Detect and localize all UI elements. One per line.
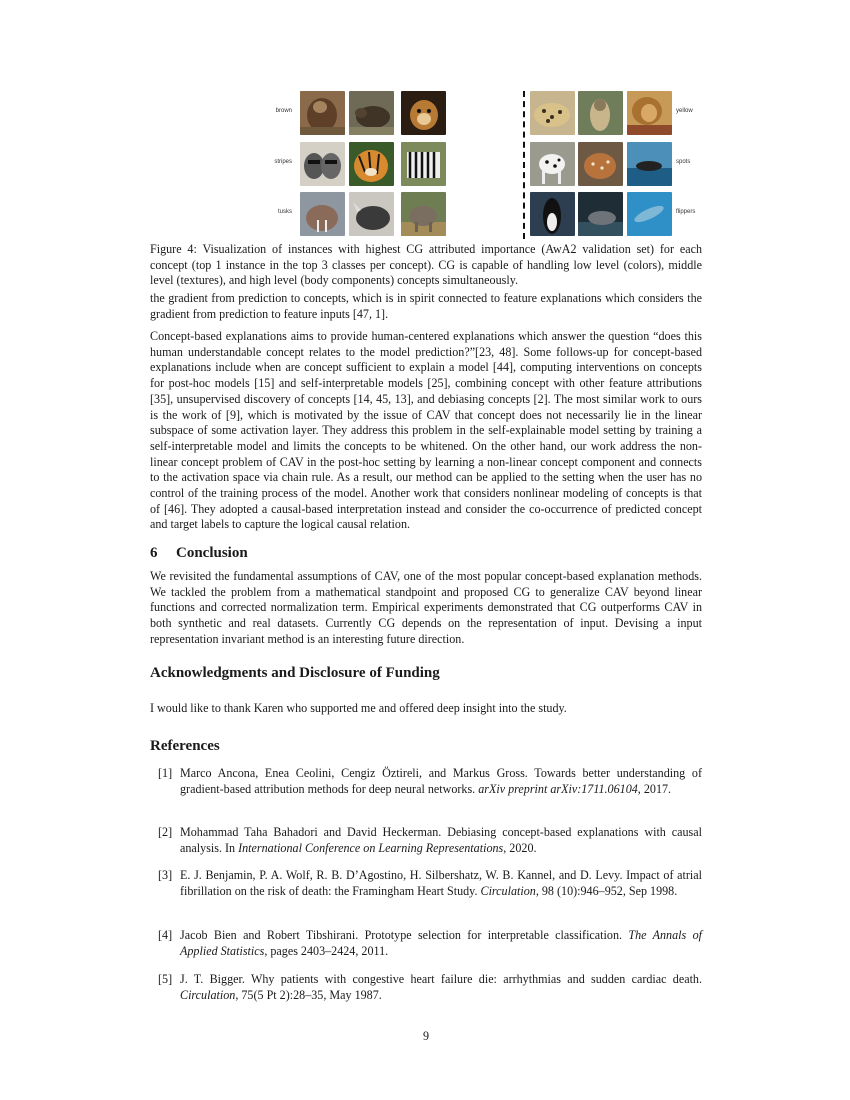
elephant-photo <box>401 192 446 236</box>
concept-label-spots: spots <box>676 159 691 165</box>
reference-number: [2] <box>158 825 173 839</box>
body-paragraph: the gradient from prediction to concepts, which is in spirit connected to feature explanations which considers the gradient from prediction to feature inputs [47, 1]. <box>150 291 702 321</box>
tiger-photo <box>349 142 394 186</box>
figure-row-stripes-spots <box>250 142 750 186</box>
reference-number: [5] <box>158 972 173 986</box>
seal-photo <box>578 192 623 236</box>
deer-photo <box>578 142 623 186</box>
reference-number: [1] <box>158 766 173 780</box>
rodent-photo <box>349 91 394 135</box>
reference-item <box>150 868 702 899</box>
primate-photo <box>300 91 345 135</box>
figure-caption: Figure 4: Visualization of instances with highest CG attributed importance (AwA2 validation set) for each concept (top 1 instance in the top 3 classes per concept). CG is capable of handling low level (colors), middle level (textures), and high level (body components) concepts simultaneously. <box>150 242 702 288</box>
lion-photo <box>627 91 672 135</box>
reference-text: Jacob Bien and Robert Tibshirani. Prototype selection for interpretable classification. The Annals of Applied Statistics, pages 2403–2424, 2011. <box>180 928 702 958</box>
reference-item <box>150 928 702 959</box>
monkey-photo <box>578 91 623 135</box>
reference-number: [3] <box>158 868 173 882</box>
concept-label-yellow: yellow <box>676 108 693 114</box>
leopard-photo <box>530 91 575 135</box>
figure-4 <box>250 91 750 239</box>
references-heading: References <box>150 738 220 754</box>
dolphin-underwater-photo <box>627 192 672 236</box>
section-title: Conclusion <box>176 545 248 561</box>
figure-divider-line <box>523 91 525 239</box>
section-number: 6 <box>150 545 158 561</box>
dog-photo <box>401 91 446 135</box>
body-paragraph: Concept-based explanations aims to provide human-centered explanations which answer the question “does this human understandable concept relates to the model prediction?”[23, 48]. Some follows-up for concept-based explanations include when are concept sufficient to explain a model [44], computing interventions on concepts for post-hoc models [15] and self-interpretable models [25], combining concept with other feature attributions [35], unsupervised discovery of concepts [14, 45, 13], and debiasing concepts [2]. The most similar work to ours is the work of [9], which is motivated by the issue of CAV that concept does not necessarily lie in the linear subspace of some activation layer. They address this problem in the self-explainable model setting by training a self-interpretable model and limits the concepts to be whitened. On the other hand, our work address the non-linear concept problem of CAV in the post-hoc setting by learning a non-linear concept component and connects to the activation space via chain rule. As a result, our method can be applied to the setting when the user has no control of the training process of the model. Another work that considers nonlinear modeling of concepts is that of [46]. They adopted a causal-based interpretation instead and consider the co-occurrence of predicted concept and target labels to capture the logical causal relation. <box>150 329 702 532</box>
concept-label-flippers: flippers <box>676 209 696 215</box>
figure-row-brown-yellow <box>250 91 750 135</box>
raccoon-photo <box>300 142 345 186</box>
concept-label-stripes: stripes <box>274 159 292 165</box>
reference-text: J. T. Bigger. Why patients with congestive heart failure die: arrhythmias and sudden cardiac death. Circulation, 75(5 Pt 2):28–35, May 1987. <box>180 972 702 1002</box>
reference-text: E. J. Benjamin, P. A. Wolf, R. B. D’Agostino, H. Silbershatz, W. B. Kannel, and D. Levy. Impact of atrial fibrillation on the risk of death: the Framingham Heart Study. Circulation, 98 (10):946–952, Sep 1998. <box>180 868 702 898</box>
section-heading-conclusion <box>150 545 248 562</box>
killer-whale-photo <box>530 192 575 236</box>
dolphin-photo <box>627 142 672 186</box>
reference-text: Marco Ancona, Enea Ceolini, Cengiz Öztireli, and Markus Gross. Towards better understanding of gradient-based attribution methods for deep neural networks. arXiv preprint arXiv:1711.06104, 2017. <box>180 766 702 796</box>
figure-row-tusks-flippers <box>250 192 750 236</box>
acknowledgments-heading: Acknowledgments and Disclosure of Funding <box>150 665 440 681</box>
body-paragraph: We revisited the fundamental assumptions of CAV, one of the most popular concept-based explanation methods. We tackled the problem from a mathematical standpoint and proposed CG to generalize CAV beyond linear functions and corrected normalization term. Empirical experiments demonstrated that CG outperforms CAV in both synthetic and real datasets. Currently CG depends on the representation of input. Devising a input representation invariant method is an interesting future direction. <box>150 569 702 646</box>
zebra-photo <box>401 142 446 186</box>
reference-text: Mohammad Taha Bahadori and David Heckerman. Debiasing concept-based explanations with causal analysis. In International Conference on Learning Representations, 2020. <box>180 825 702 855</box>
reference-item <box>150 825 702 856</box>
reference-item <box>150 766 702 797</box>
acknowledgments-text: I would like to thank Karen who supported me and offered deep insight into the study. <box>150 701 567 715</box>
page-number: 9 <box>422 1029 430 1043</box>
rhino-photo <box>349 192 394 236</box>
reference-number: [4] <box>158 928 173 942</box>
walrus-photo <box>300 192 345 236</box>
concept-label-brown: brown <box>275 108 292 114</box>
concept-label-tusks: tusks <box>277 209 292 215</box>
dalmatian-photo <box>530 142 575 186</box>
reference-item <box>150 972 702 1003</box>
